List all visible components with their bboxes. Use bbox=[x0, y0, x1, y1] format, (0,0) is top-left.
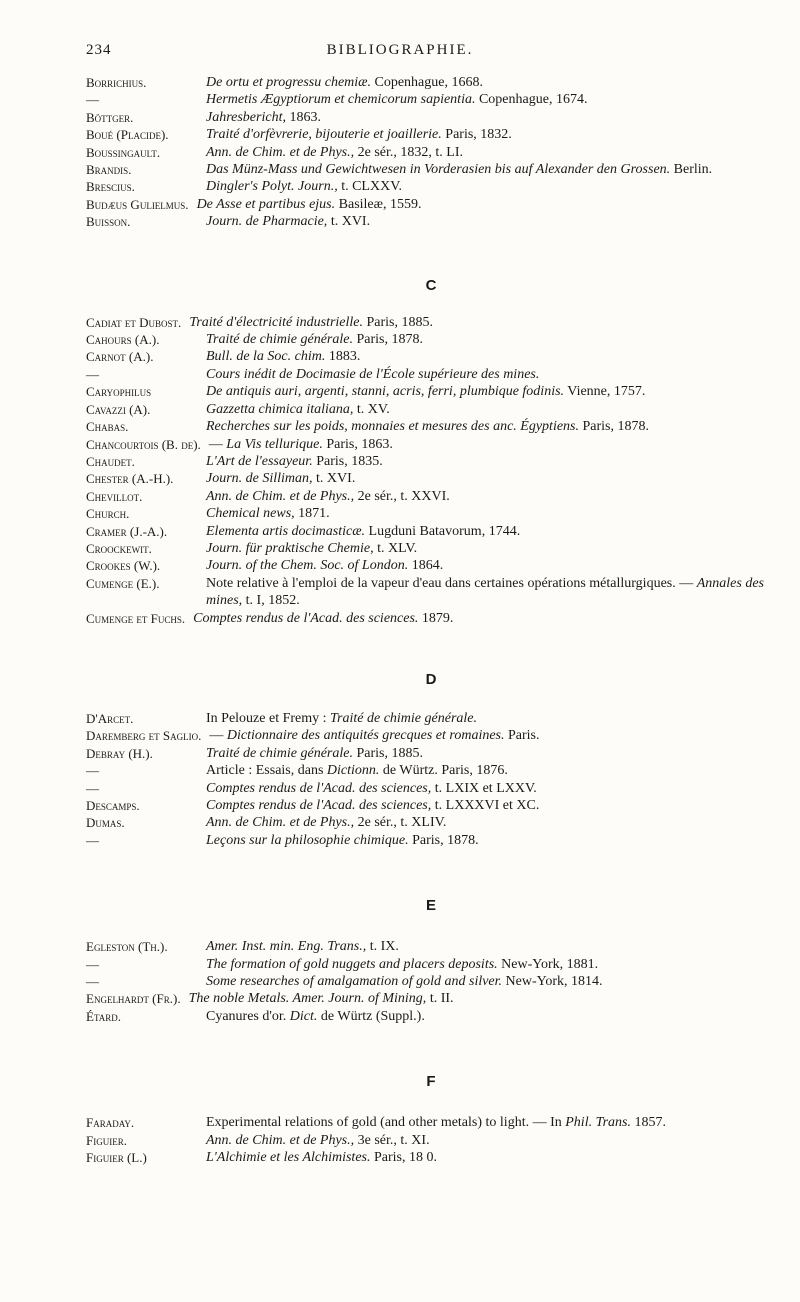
reference-title: Hermetis Ægyptiorum et chemicorum sapientia. bbox=[206, 92, 476, 108]
bibliography-entry bbox=[86, 523, 776, 540]
entry-reference bbox=[206, 1114, 776, 1131]
reference-detail: t. XVI. bbox=[327, 214, 371, 230]
entry-reference bbox=[206, 1008, 776, 1025]
bibliography-entry bbox=[86, 1149, 776, 1166]
entry-author: Faraday. bbox=[86, 1115, 135, 1131]
entry-reference bbox=[206, 505, 776, 522]
entry-reference bbox=[206, 178, 776, 195]
bibliography-entry bbox=[86, 575, 776, 610]
entry-reference bbox=[206, 973, 776, 990]
reference-detail: Copenhague, 1668. bbox=[371, 75, 483, 90]
reference-detail: 1864. bbox=[408, 558, 444, 574]
entry-author: Egleston (Th.). bbox=[86, 939, 168, 955]
reference-title: Traité d'orfèvrerie, bijouterie et joaillerie. bbox=[206, 127, 442, 143]
entry-author: Cavazzi (A). bbox=[86, 401, 151, 417]
reference-detail: New-York, 1814. bbox=[502, 974, 603, 990]
reference-detail: 2e sér., t. XXVI. bbox=[354, 488, 450, 504]
entry-author: — bbox=[86, 974, 99, 990]
reference-detail: Paris, 1863. bbox=[322, 436, 393, 452]
entry-author: — bbox=[86, 366, 99, 382]
entry-reference bbox=[206, 710, 776, 727]
reference-detail: Paris, 1878. bbox=[352, 332, 423, 348]
entry-author: Chabas. bbox=[86, 419, 129, 435]
reference-title: Journ. für praktische Chemie, bbox=[206, 540, 374, 556]
entry-reference bbox=[206, 540, 776, 557]
reference-title: Comptes rendus de l'Acad. des sciences, bbox=[206, 798, 432, 813]
bibliography-entry bbox=[86, 505, 776, 522]
reference-title: Comptes rendus de l'Acad. des sciences, bbox=[206, 780, 432, 796]
running-title: BIBLIOGRAPHIE. bbox=[326, 42, 474, 58]
reference-detail: t. II. bbox=[426, 991, 454, 1007]
reference-title: L'Alchimie et les Alchimistes. bbox=[206, 1150, 371, 1166]
reference-title: Leçons sur la philosophie chimique. bbox=[206, 832, 409, 848]
entry-author: Caryophilus bbox=[86, 384, 152, 400]
reference-detail: t. IX. bbox=[366, 939, 399, 955]
entry-reference bbox=[206, 762, 776, 779]
reference-detail: 1879. bbox=[418, 610, 454, 626]
entry-reference bbox=[193, 610, 776, 627]
bibliography-entry bbox=[86, 126, 776, 143]
reference-title: Annales des mines, bbox=[206, 575, 764, 609]
reference-detail: 3e sér., t. XI. bbox=[354, 1132, 430, 1148]
reference-detail: Paris, 1885. bbox=[352, 745, 423, 761]
reference-detail: — bbox=[208, 436, 227, 452]
bibliography-entry bbox=[86, 956, 776, 973]
reference-detail: Copenhague, 1674. bbox=[475, 92, 588, 108]
reference-detail: t. XLV. bbox=[373, 540, 418, 556]
entry-reference bbox=[206, 161, 776, 178]
reference-detail: — bbox=[209, 728, 227, 744]
reference-detail: 2e sér., t. XLIV. bbox=[354, 815, 447, 831]
reference-detail: Paris, 1832. bbox=[441, 127, 512, 143]
reference-title: Journ. of the Chem. Soc. of London. bbox=[206, 558, 409, 574]
reference-detail: Lugduni Batavorum, 1744. bbox=[365, 523, 521, 539]
entry-reference bbox=[206, 938, 776, 955]
bibliography-list bbox=[86, 74, 776, 1166]
bibliography-entry bbox=[86, 144, 776, 161]
reference-title: Journ. de Pharmacie, bbox=[206, 214, 328, 230]
reference-title: Dingler's Polyt. Journ., bbox=[206, 179, 338, 195]
bibliography-entry bbox=[86, 109, 776, 126]
reference-detail: Cyanures d'or. bbox=[206, 1008, 290, 1024]
bibliography-entry bbox=[86, 161, 776, 178]
bibliography-entry bbox=[86, 348, 776, 365]
entry-reference bbox=[206, 780, 776, 797]
entry-author: Cahours (A.). bbox=[86, 332, 160, 348]
reference-detail: Note relative à l'emploi de la vapeur d'eau dans certaines opérations métallurgiques. — bbox=[206, 575, 697, 591]
bibliography-entry bbox=[86, 710, 776, 727]
bibliography-entry bbox=[86, 938, 776, 955]
bibliography-entry bbox=[86, 91, 776, 108]
bibliography-entry bbox=[86, 557, 776, 574]
reference-title: Traité de chimie générale. bbox=[206, 745, 353, 761]
entry-author: Chevillot. bbox=[86, 488, 143, 504]
entry-reference bbox=[206, 814, 776, 831]
bibliography-entry bbox=[86, 1132, 776, 1149]
reference-title: La Vis tellurique. bbox=[226, 436, 323, 452]
bibliography-entry bbox=[86, 418, 776, 435]
entry-author: — bbox=[86, 763, 99, 779]
entry-reference bbox=[206, 956, 776, 973]
entry-reference bbox=[206, 213, 776, 230]
reference-detail: 1883. bbox=[325, 349, 361, 365]
reference-detail: t. I, 1852. bbox=[242, 593, 300, 609]
bibliography-entry bbox=[86, 366, 776, 383]
reference-title: The formation of gold nuggets and placers deposits. bbox=[206, 956, 498, 972]
bibliography-entry bbox=[86, 727, 776, 744]
entry-author: Böttger. bbox=[86, 109, 134, 125]
entry-author: Debray (H.). bbox=[86, 745, 153, 761]
entry-reference bbox=[206, 383, 776, 400]
entry-author: Dumas. bbox=[86, 815, 125, 831]
reference-title: Jahresbericht, bbox=[206, 109, 286, 125]
entry-reference bbox=[206, 109, 776, 126]
entry-reference bbox=[189, 990, 776, 1007]
entry-reference bbox=[206, 331, 776, 348]
reference-title: Traité de chimie générale. bbox=[330, 710, 477, 726]
bibliography-entry bbox=[86, 990, 776, 1007]
bibliography-entry bbox=[86, 797, 776, 814]
section-letter-f: F bbox=[426, 1073, 436, 1091]
entry-author: Chancourtois (B. de). bbox=[86, 436, 201, 452]
bibliography-entry bbox=[86, 331, 776, 348]
bibliography-entry bbox=[86, 213, 776, 230]
reference-title: Ann. de Chim. et de Phys., bbox=[206, 144, 355, 160]
entry-reference bbox=[206, 797, 776, 814]
bibliography-entry bbox=[86, 832, 776, 849]
reference-detail: Paris, 18 0. bbox=[370, 1150, 437, 1166]
entry-author: Cramer (J.-A.). bbox=[86, 523, 168, 539]
reference-title: L'Art de l'essayeur. bbox=[206, 453, 313, 469]
entry-reference bbox=[197, 196, 776, 213]
entry-reference bbox=[206, 832, 776, 849]
reference-title: Journ. de Silliman, bbox=[206, 471, 313, 487]
reference-detail: t. XV. bbox=[353, 401, 390, 417]
bibliography-entry bbox=[86, 383, 776, 400]
entry-author: Brescius. bbox=[86, 179, 135, 195]
entry-reference bbox=[206, 418, 776, 435]
entry-reference bbox=[206, 488, 776, 505]
reference-detail: t. LXXXVI et XC. bbox=[431, 798, 540, 813]
entry-author: — bbox=[86, 832, 99, 848]
entry-author: — bbox=[86, 92, 99, 108]
reference-title: Recherches sur les poids, monnaies et mesures des anc. Égyptiens. bbox=[206, 419, 579, 435]
reference-detail: Paris, 1878. bbox=[579, 419, 649, 435]
entry-reference bbox=[206, 74, 776, 91]
bibliography-entry bbox=[86, 196, 776, 213]
reference-detail: 1863. bbox=[285, 109, 321, 125]
reference-title: Comptes rendus de l'Acad. des sciences. bbox=[193, 610, 419, 626]
reference-detail: 2e sér., 1832, t. LI. bbox=[354, 144, 464, 160]
entry-author: Engelhardt (Fr.). bbox=[86, 991, 181, 1007]
page-number: 234 bbox=[86, 42, 112, 58]
entry-author: Cumenge (E.). bbox=[86, 575, 160, 591]
reference-detail: Article : Essais, dans bbox=[206, 763, 327, 779]
entry-author: Figuier. bbox=[86, 1132, 127, 1148]
entry-author: Chester (A.-H.). bbox=[86, 471, 174, 487]
section-letter-e: E bbox=[425, 897, 436, 915]
reference-detail: de Würtz (Suppl.). bbox=[317, 1008, 425, 1024]
entry-reference bbox=[206, 1149, 776, 1166]
bibliography-entry bbox=[86, 1114, 776, 1131]
reference-detail: t. LXIX et LXXV. bbox=[431, 780, 537, 796]
bibliography-entry bbox=[86, 470, 776, 487]
reference-title: De antiquis auri, argenti, stanni, acris, ferri, plumbique fodinis. bbox=[206, 384, 565, 400]
entry-reference bbox=[189, 314, 776, 331]
bibliography-entry bbox=[86, 488, 776, 505]
entry-author: Budæus Gulielmus. bbox=[86, 196, 189, 212]
entry-author: Cadiat et Dubost. bbox=[86, 314, 182, 330]
reference-detail: Experimental relations of gold (and other metals) to light. — In bbox=[206, 1115, 566, 1131]
entry-reference bbox=[206, 453, 776, 470]
reference-detail: 1857. bbox=[631, 1115, 666, 1131]
reference-detail: Basileæ, 1559. bbox=[335, 196, 422, 212]
entry-author: Cumenge et Fuchs. bbox=[86, 610, 186, 626]
entry-reference bbox=[206, 1132, 776, 1149]
page-header bbox=[0, 42, 800, 66]
entry-reference bbox=[206, 348, 776, 365]
entry-reference bbox=[206, 91, 776, 108]
reference-title: The noble Metals. Amer. Journ. of Mining, bbox=[188, 991, 427, 1007]
reference-title: Bull. de la Soc. chim. bbox=[206, 349, 326, 365]
reference-title: Dictionnaire des antiquités grecques et romaines. bbox=[226, 728, 505, 744]
reference-title: Ann. de Chim. et de Phys., bbox=[206, 815, 355, 831]
entry-author: — bbox=[86, 956, 99, 972]
entry-author: Étard. bbox=[86, 1008, 121, 1024]
entry-reference bbox=[206, 144, 776, 161]
reference-title: Dict. bbox=[289, 1008, 318, 1024]
section-letter-c: C bbox=[425, 276, 437, 294]
entry-reference bbox=[206, 523, 776, 540]
reference-title: De Asse et partibus ejus. bbox=[196, 196, 336, 212]
entry-reference bbox=[206, 557, 776, 574]
reference-title: Elementa artis docimasticæ. bbox=[206, 523, 366, 539]
entry-author: Brandis. bbox=[86, 162, 132, 178]
reference-detail: de Würtz. Paris, 1876. bbox=[379, 763, 508, 779]
entry-author: Descamps. bbox=[86, 798, 140, 813]
reference-title: De ortu et progressu chemiæ. bbox=[206, 75, 371, 90]
bibliography-entry bbox=[86, 973, 776, 990]
entry-author: Figuier (L.) bbox=[86, 1150, 147, 1166]
entry-reference bbox=[206, 575, 776, 610]
reference-title: Traité de chimie générale. bbox=[206, 332, 353, 348]
entry-author: D'Arcet. bbox=[86, 710, 134, 726]
bibliography-entry bbox=[86, 762, 776, 779]
reference-title: Traité d'électricité industrielle. bbox=[189, 314, 363, 330]
bibliography-entry bbox=[86, 314, 776, 331]
reference-title: Chemical news, bbox=[206, 506, 295, 522]
entry-author: Croockewit. bbox=[86, 540, 152, 556]
reference-title: Ann. de Chim. et de Phys., bbox=[206, 1132, 355, 1148]
entry-author: Buisson. bbox=[86, 214, 131, 230]
reference-title: Cours inédit de Docimasie de l'École supérieure des mines. bbox=[206, 366, 540, 382]
reference-detail: In Pelouze et Fremy : bbox=[206, 710, 331, 726]
bibliography-entry bbox=[86, 178, 776, 195]
entry-reference bbox=[206, 401, 776, 418]
entry-author: Crookes (W.). bbox=[86, 558, 161, 574]
entry-reference bbox=[206, 366, 776, 383]
reference-detail: Berlin. bbox=[670, 162, 713, 178]
bibliography-entry bbox=[86, 401, 776, 418]
section-letter-d: D bbox=[425, 670, 437, 688]
bibliography-entry bbox=[86, 780, 776, 797]
bibliography-entry bbox=[86, 745, 776, 762]
reference-detail: Paris, 1878. bbox=[408, 832, 479, 848]
bibliography-entry bbox=[86, 814, 776, 831]
reference-detail: New-York, 1881. bbox=[497, 956, 599, 972]
reference-detail: t. XVI. bbox=[312, 471, 356, 487]
bibliography-entry bbox=[86, 1008, 776, 1025]
reference-detail: Paris. bbox=[504, 728, 540, 744]
reference-title: Ann. de Chim. et de Phys., bbox=[206, 488, 355, 504]
entry-reference bbox=[206, 470, 776, 487]
reference-detail: Paris, 1835. bbox=[312, 453, 383, 469]
bibliography-entry bbox=[86, 74, 776, 91]
entry-author: Borrichius. bbox=[86, 75, 147, 90]
entry-author: — bbox=[86, 780, 99, 796]
entry-reference bbox=[209, 727, 776, 744]
bibliography-entry bbox=[86, 610, 776, 627]
reference-title: Some researches of amalgamation of gold and silver. bbox=[206, 974, 503, 990]
reference-detail: Vienne, 1757. bbox=[564, 384, 646, 400]
bibliography-entry bbox=[86, 540, 776, 557]
reference-detail: 1871. bbox=[294, 506, 330, 522]
reference-detail: t. CLXXV. bbox=[337, 179, 403, 195]
bibliography-entry bbox=[86, 453, 776, 470]
entry-author: Church. bbox=[86, 506, 130, 522]
entry-author: Daremberg et Saglio. bbox=[86, 728, 202, 744]
entry-author: Carnot (A.). bbox=[86, 349, 154, 365]
entry-author: Chaudet. bbox=[86, 453, 135, 469]
reference-title: Amer. Inst. min. Eng. Trans., bbox=[206, 939, 367, 955]
bibliography-entry bbox=[86, 436, 776, 453]
entry-reference bbox=[206, 745, 776, 762]
reference-title: Phil. Trans. bbox=[565, 1115, 631, 1131]
reference-title: Gazzetta chimica italiana, bbox=[206, 401, 354, 417]
reference-detail: Paris, 1885. bbox=[363, 314, 433, 330]
entry-reference bbox=[206, 126, 776, 143]
entry-author: Boué (Placide). bbox=[86, 127, 169, 143]
entry-reference bbox=[209, 436, 776, 453]
reference-title: Dictionn. bbox=[326, 763, 380, 779]
reference-title: Das Münz-Mass und Gewichtwesen in Vorderasien bis auf Alexander den Grossen. bbox=[206, 162, 671, 178]
entry-author: Boussingault. bbox=[86, 144, 161, 160]
